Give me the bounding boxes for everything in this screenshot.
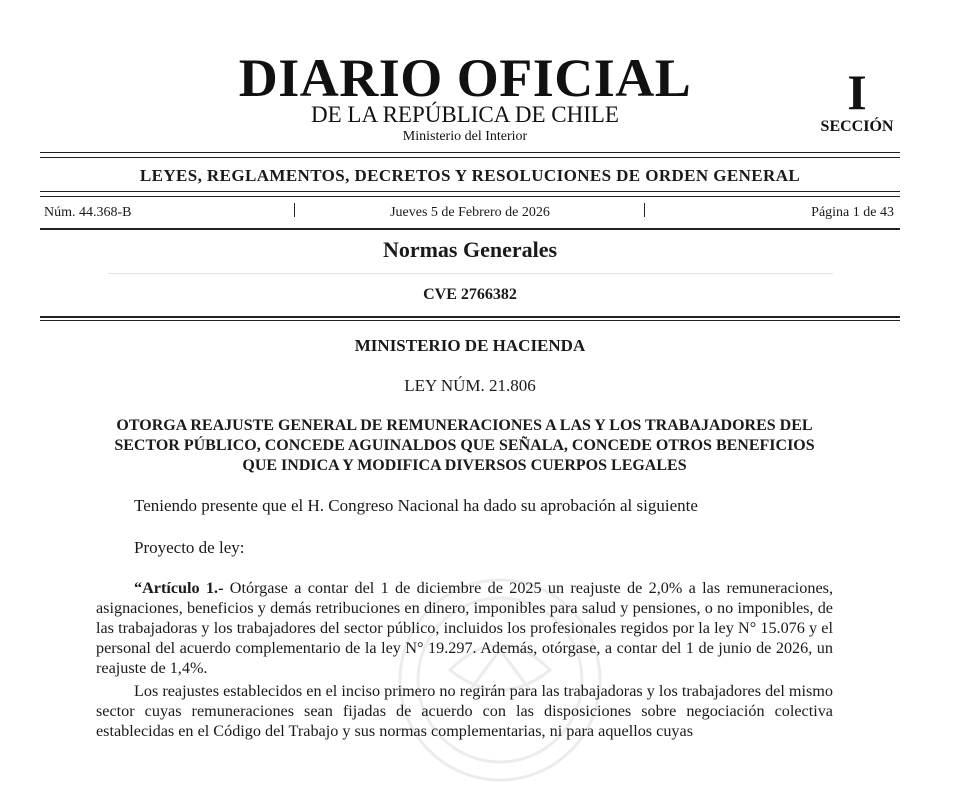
divider	[40, 191, 900, 192]
newspaper-title: DIARIO OFICIAL	[238, 48, 692, 108]
law-title: OTORGA REAJUSTE GENERAL DE REMUNERACIONES A LAS Y LOS TRABAJADORES DEL SECTOR PÚBLICO, CONCEDE AGUINALDOS QUE SEÑALA, CONCEDE OTROS BENEFICIOS QUE INDICA Y MODIFICA DIVERSOS CUERPOS LEGALES	[114, 417, 815, 474]
law-number: LEY NÚM. 21.806	[404, 376, 536, 395]
divider	[40, 196, 900, 197]
article-1-paragraph	[96, 578, 833, 678]
newspaper-subtitle: DE LA REPÚBLICA DE CHILE	[311, 102, 619, 127]
thin-divider	[108, 273, 833, 274]
divider	[40, 157, 900, 158]
divider	[40, 228, 900, 230]
cve-code: CVE 2766382	[423, 286, 517, 303]
masthead	[0, 50, 930, 145]
article-1-paragraph-2: Los reajustes establecidos en el inciso primero no regirán para las trabajadoras y los trabajadores del mismo sector cuyas remuneraciones sean fijadas de acuerdo con las disposiciones sobre negociación colectiva establecidas en el Código del Trabajo y sus normas complementarias, ni para aquellos cuyas	[96, 682, 833, 740]
divider	[40, 152, 900, 153]
newspaper-ministry: Ministerio del Interior	[402, 129, 528, 144]
category-band: LEYES, REGLAMENTOS, DECRETOS Y RESOLUCIONES DE ORDEN GENERAL	[139, 166, 801, 185]
issue-number: Núm. 44.368-B	[44, 205, 132, 220]
article-text: Otórgase a contar del 1 de diciembre de 2025 un reajuste de 2,0% a las remuneraciones, asignaciones, beneficios y demás retribuciones en dinero, imponibles para salud y pensiones, o no imponibles, de las trabajadoras y los trabajadores del sector público, incluidos los profesionales regidos por la ley N° 15.076 y el personal del acuerdo complementario de la ley N° 19.297. Además, otórgase, a contar del 1 de junio de 2026, un reajuste de 1,4%.	[96, 579, 833, 677]
page-indicator: Página 1 de 43	[811, 205, 894, 220]
project-label: Proyecto de ley:	[134, 538, 245, 557]
issue-date: Jueves 5 de Febrero de 2026	[390, 205, 550, 220]
section-label: SECCIÓN	[820, 118, 894, 135]
separator	[644, 203, 645, 217]
divider	[40, 316, 900, 318]
article-label: “Artículo 1.-	[134, 579, 224, 597]
section-number: I	[847, 64, 867, 120]
issue-info-bar	[40, 205, 900, 223]
document-ministry: MINISTERIO DE HACIENDA	[354, 336, 586, 355]
divider	[40, 320, 900, 321]
section-heading: Normas Generales	[382, 237, 558, 262]
intro-paragraph: Teniendo presente que el H. Congreso Nacional ha dado su aprobación al siguiente	[134, 496, 698, 515]
